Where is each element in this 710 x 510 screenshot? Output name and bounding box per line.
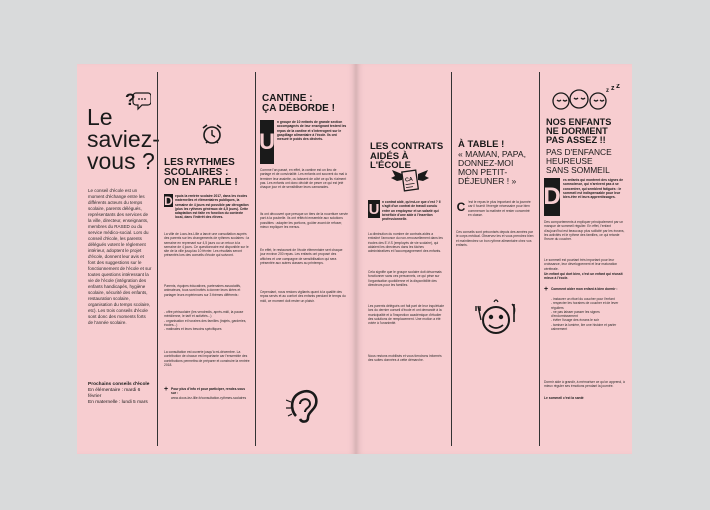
column-cantine [260,64,350,454]
next-council-elementary: En élémentaire : mardi 6 février [88,388,141,399]
subheading-line: DÉJEUNER ! » [458,176,517,187]
cantine-body-1: Comme l'an passé, en effet, la cantine est un lieu de partage et de convivialité. Les enfants ont souvent du mal à terminer leur assiette, ou laissent de côté ce qu'ils n'aiment pas. Les enfants ont donc décidé de peser ce qui est jeté chaque jour et de sensibiliser leurs camarades. [260,168,347,190]
heading-line: AIDÉS À L'ÉCOLE [370,150,411,171]
subheading-line: MON PETIT- [458,167,508,178]
sleeping-faces-icon [548,84,622,110]
drop-cap: C [456,199,466,214]
intro-paragraph: Le conseil d'école est un moment d'échange entre les différents acteurs du temps scolaire, parents délégués, représentants des services de la ville, directeur, enseignants, membres du RASED ou du service médico-social. Lors du conseil d'école, les parents délégués votent le règlement intérieur, adoptent le projet d'école, donnent leur avis et font des suggestions sur le fonctionnement de l'école et sur toutes questions intéressant la vie de l'école (intégration des enfants handicapés, hygiène scolaire, sécurité des enfants, restauration scolaire, organisation du temps scolaire, etc). Les trois conseils d'école sont donc des moments forts de l'année scolaire. [88,188,152,325]
title-line: vous ? [87,148,155,174]
contrats-body-2: Cela signifie que le groupe scolaire doit désormais fonctionner sans ces personnels, ce qui pèse sur l'organisation quotidienne et la disponibilité des directeurs pour les familles. [368,270,442,287]
column-divider [255,72,256,446]
heading-line: PAS ASSEZ !! [546,135,606,146]
sommeil-subheading [546,148,630,174]
sommeil-warning: Un enfant qui dort bien, c'est un enfant qui réussit mieux à l'école. [544,272,623,281]
contrats-intro: n contrat aidé, qu'est-ce que c'est ? Il s'agit d'un contrat de travail conclu entre un employeur et un salarié qui bénéficie d'une aide à l'insertion professionnelle. [382,200,441,222]
column-divider [451,72,452,446]
next-councils-title: Prochains conseils d'école [88,382,150,387]
a-table-body: Ces conseils sont préconisés depuis des années par le corps médical. Observez les et vous prendrez bien et maintiendrez un bon rythme alimentaire chez vos enfants. [456,230,534,247]
sommeil-intro: es enfants qui montrent des signes de somnolence, qui n'arrivent pas à se concentrer, qui semblent fatigués : le sommeil est indispensable pour leur bien-être et leurs apprentissages. [563,178,624,200]
heading-line: CANTINE : [262,93,313,104]
contrats-body-1: La diminution du nombre de contrats aidés a entraîné l'annonce du non-renouvellement dans les écoles des E.V.S (employés de vie scolaire), qui aidaient les directeurs dans les tâches administratives et l'accompagnement des enfants. [368,232,443,254]
sommeil-footer-bold: Le sommeil c'est la santé [544,396,584,400]
contrats-body-4: Nous restons mobilisés et vous tiendrons informés des suites données à cette démarche. [368,354,442,363]
column-rythmes-scolaires [164,64,250,454]
rythmes-plus-url[interactable]: www.cloos-lez-lille.fr/consultation-rythmes-scolaires [171,396,247,400]
heading-line: ON EN PARLE ! [164,177,238,188]
page-title [87,104,160,174]
rythmes-plus-title: Pour plus d'info et pour participer, rendez-vous sur : [171,387,246,396]
list-item: - instaurer un rituel du coucher pour l'enfant [551,297,615,301]
list-item: - organisation et horaires des familles (trajets, garderies, écoles...) [164,318,247,327]
heading-line: SCOLAIRES : [164,167,229,178]
a-table-heading: À TABLE ! [458,139,505,150]
drop-cap: U [368,200,380,218]
list-item: - offre périscolaire (les vendredis, après-midi, la pause méridienne, le tarif et activités...) [164,310,244,319]
rythmes-body-3: La consultation est ouverte jusqu'à mi-décembre. La contribution de chacun est importante car l'ensemble des contributions permettra de préparer et construire la rentrée 2018. [164,350,250,367]
sommeil-heading [546,118,630,146]
drop-cap: D [164,193,173,208]
subheading-line: HEUREUSE [546,155,593,166]
rythmes-themes-list [164,310,250,331]
rythmes-heading [164,158,252,188]
drop-cap: U [260,120,274,164]
list-item: - matinales et leurs besoins spécifiques [164,327,222,332]
column-le-saviez-vous [85,64,160,454]
heading-line: LES CONTRATS [370,141,444,152]
svg-text:z: z [606,88,609,94]
heading-line: NE DORMENT [546,126,608,137]
column-divider [157,72,158,446]
list-item: - ne pas laisser passer les signes d'endormissement [551,309,600,319]
cantine-heading [262,94,352,114]
svg-text:CA: CA [404,176,414,184]
column-contrats-aides [368,64,446,454]
sommeil-body-2: Le sommeil est pourtant très important pour leur croissance, leur développement et leur maturation cérébrale. [544,258,618,271]
cantine-body-2: Ils ont découvert que presque un tiers de la nourriture servie part à la poubelle. Ils ont réfléchi ensemble aux solutions possibles : adapter les portions, goûter avant de refuser, mieux expliquer les menus. [260,212,348,229]
cantine-intro: n groupe de 10 enfants de grande section accompagnés de leur enseignant testent les repas de la cantine et s'interrogent sur le gaspillage alimentaire à l'école. Ils ont mesuré le poids des déchets. [277,120,347,142]
title-line: saviez- [87,126,160,152]
contrats-body-3: Les parents délégués ont fait part de leur inquiétude lors du dernier conseil d'école et ont demandé à la municipalité et à l'inspection académique d'étudier des solutions de remplacement. Une motion a été votée à l'unanimité. [368,304,445,326]
sommeil-body-1: Des comportements à expliquer principalement par un manque de sommeil régulier. En effet, l'enfant d'aujourd'hui est beaucoup plus sollicité par les écrans, les activités et le rythme des familles, ce qui retarde l'heure du coucher. [544,220,625,242]
sommeil-tips-list [551,297,625,331]
heading-line: NOS ENFANTS [546,117,612,127]
svg-text:z: z [616,84,620,90]
subheading-line: « MAMAN, PAPA, [458,149,526,159]
drop-cap: D [544,178,560,216]
list-item: - tamiser la lumière, lire une histoire et parler calmement [551,322,617,332]
svg-text:z: z [611,85,615,92]
sommeil-tips-title: Comment aider mon enfant à bien dormir : [551,287,618,291]
cantine-body-4: Cependant, nous restons vigilants quant à la qualité des repas servis et au confort des enfants pendant le temps du midi, ce moment doit rester un plaisir. [260,290,346,303]
title-line: Le [87,104,113,130]
left-page [77,64,356,454]
ear-icon [286,386,322,424]
rythmes-body-2: Parents, équipes éducatives, partenaires associatifs, animateurs, tous sont invités à donner leurs idées et partager leurs expériences sur 3 thèmes différents : [164,284,241,297]
a-table-intro: 'est le repas le plus important de la journée car il fournit l'énergie nécessaire pour bien commencer la matinée et rester concentré en classe. [468,200,531,217]
subheading-line: SANS SOMMEIL [546,164,610,175]
column-divider [539,72,540,446]
column-sommeil [544,64,628,454]
svg-text:?: ? [125,90,136,109]
column-a-table [456,64,536,454]
right-page [356,64,632,454]
rythmes-body-1: La ville de Loos-lez-Lille a lancé une consultation auprès des parents sur les changements de rythmes scolaires : la semaine en reprenant sur 4,5 jours ou un retour à la semaine de 4 jours. Ce questionnaire est disponible sur le site de la ville jusqu'au 10 février. Les résultats seront présentés lors des conseils d'école qui suivront. [164,232,250,258]
alarm-clock-icon [200,122,224,146]
rythmes-intro: epuis la rentrée scolaire 2017, dans les écoles maternelles et élémentaires publiques, la semaine de 4 jours est possible par dérogation (plus les rythmes généraux de 4,5 jours). Cette adaptation est faite en fonction du contexte local, dans l'intérêt des élèves. [175,194,249,220]
a-table-subheading [458,150,538,186]
list-item: - éviter l'usage des écrans le soir [551,318,600,323]
next-councils [88,382,154,406]
contrats-heading [370,142,450,171]
sommeil-footer: Dormir aide à grandir, à mémoriser ce qu'on apprend, à mieux réguler ses émotions pendant la journée. [544,380,625,389]
next-council-maternal: En maternelle : lundi 5 mars [88,400,148,405]
cantine-body-3: En effet, le restaurant de l'école élémentaire sert chaque jour environ 200 repas. Les enfants ont proposé des affiches et une campagne de sensibilisation qui sera présentée aux autres classes au printemps. [260,248,343,265]
breakfast-icon [474,296,518,336]
list-item: - respecter les horaires de coucher et de lever réguliers [551,301,619,310]
subheading-line: DONNEZ-MOI [458,158,514,169]
contract-wings-icon [390,168,430,196]
plus-icon: + [164,386,169,393]
subheading-line: PAS D'ENFANCE [546,147,612,157]
heading-line: LES RYTHMES [164,157,235,168]
plus-icon: + [544,286,549,293]
heading-line: ÇA DÉBORDE ! [262,103,335,114]
